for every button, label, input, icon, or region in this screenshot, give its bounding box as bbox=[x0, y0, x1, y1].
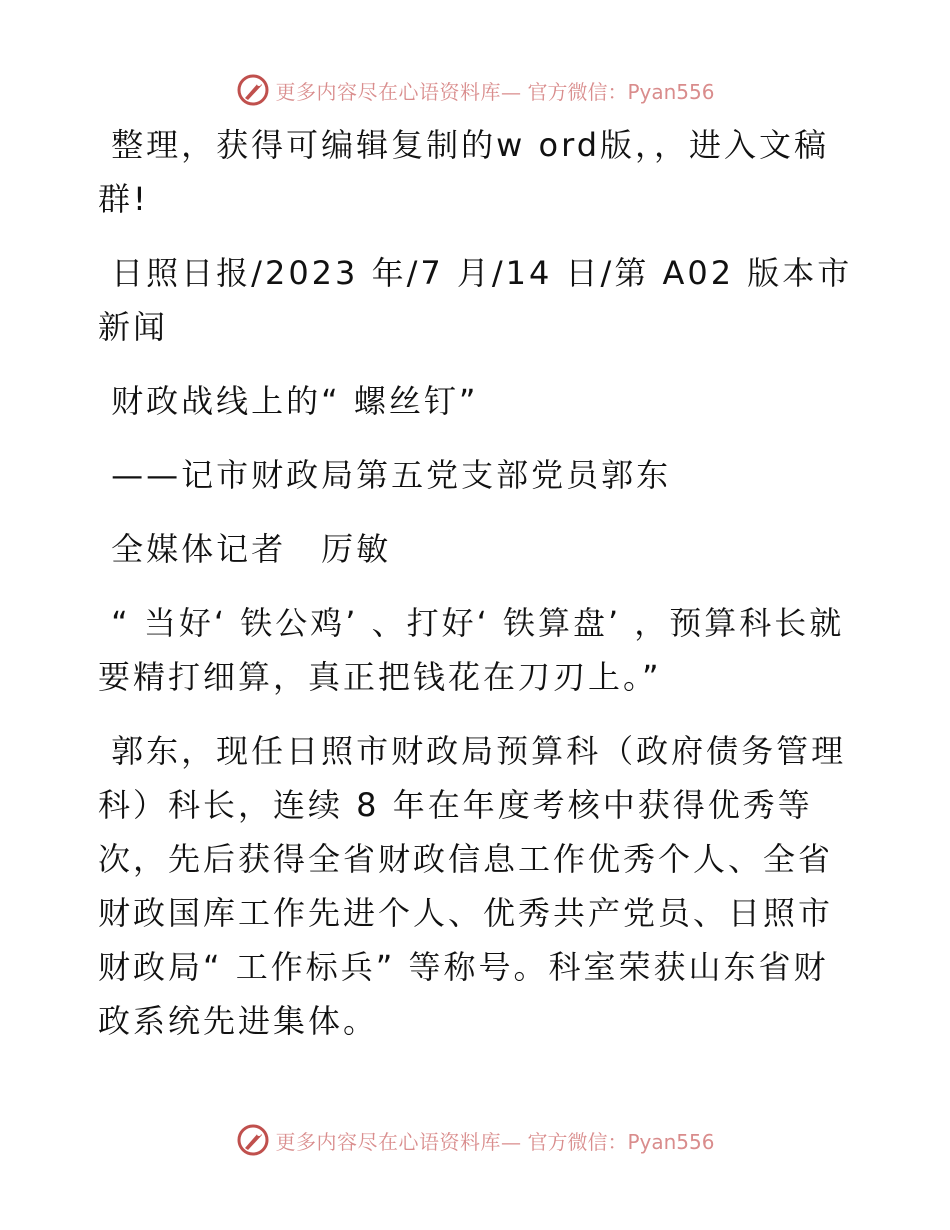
watermark-header bbox=[0, 70, 950, 110]
document-body bbox=[98, 118, 858, 1048]
pen-circle-logo-icon bbox=[235, 72, 271, 108]
article-subtitle: ——记市财政局第五党支部党员郭东 bbox=[98, 456, 672, 494]
watermark-contact-text: 官方微信：Pyan556 bbox=[527, 79, 715, 104]
paragraph-source: 日照日报/2023 年/7 月/14 日/第 A02 版本市新闻 bbox=[98, 254, 853, 346]
paragraph-intro: 整理，获得可编辑复制的w ord版，，进入文稿群! bbox=[98, 126, 830, 218]
article-byline: 全媒体记者 厉敏 bbox=[98, 530, 392, 568]
watermark-brand-text: 更多内容尽在心语资料库— bbox=[275, 1129, 522, 1154]
pen-circle-logo-icon bbox=[235, 1122, 271, 1158]
watermark-contact-text: 官方微信：Pyan556 bbox=[527, 1129, 715, 1154]
article-title: 财政战线上的“ 螺丝钉” bbox=[98, 382, 479, 420]
watermark-brand-text: 更多内容尽在心语资料库— bbox=[275, 79, 522, 104]
paragraph-body: 郭东，现任日照市财政局预算科（政府债务管理科）科长，连续 8 年在年度考核中获得优秀等次，先后获得全省财政信息工作优秀个人、全省财政国库工作先进个人、优秀共产党员、日照市财政局“ 工作标兵” 等称号。科室荣获山东省财政系统先进集体。 bbox=[98, 732, 847, 1040]
paragraph-quote: “ 当好‘ 铁公鸡’ 、打好‘ 铁算盘’ ，预算科长就要精打细算，真正把钱花在刀刃上。” bbox=[98, 604, 845, 696]
watermark-footer bbox=[0, 1120, 950, 1160]
